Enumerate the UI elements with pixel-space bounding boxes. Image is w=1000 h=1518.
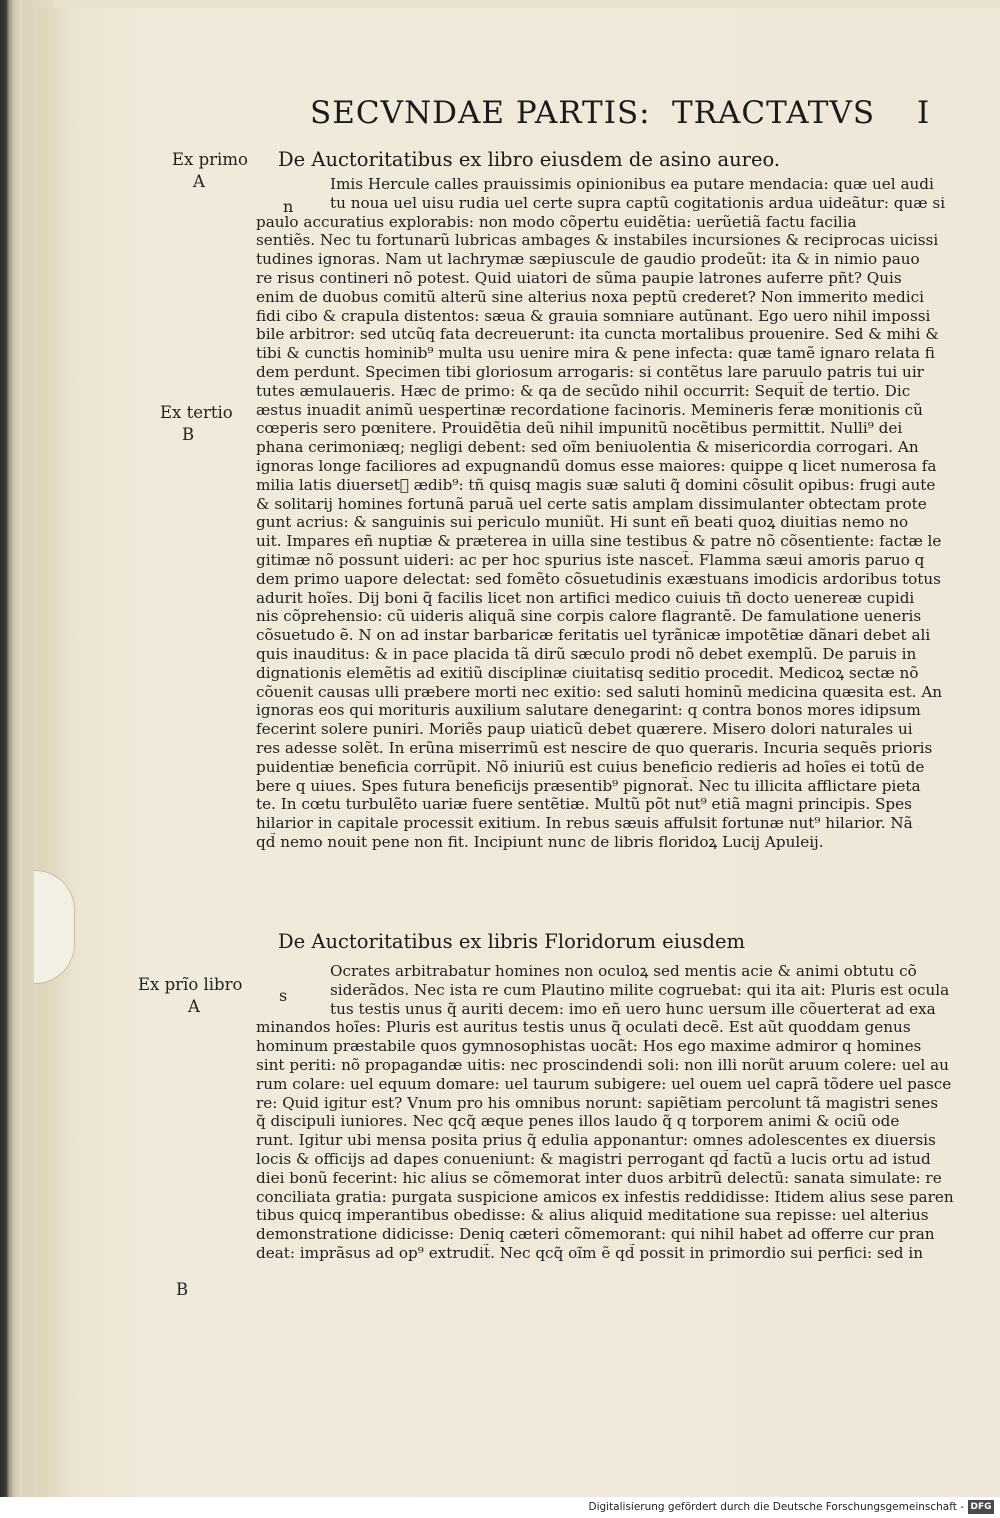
text-line: dem primo uapore delectat: sed fomẽto cõsuetudinis exæstuans imodicis ardoribus totus bbox=[256, 569, 941, 588]
text-line: puidentiæ beneficia corrũpit. Nõ iniuriũ est cuius beneficio redieris ad hoĩes ei totũ de bbox=[256, 757, 925, 776]
text-line: tudines ignoras. Nam ut lachrymæ sæpiuscule de gaudio prodeũt: ita & in nimio pauo bbox=[256, 250, 920, 269]
header-right: TRACTATVS bbox=[672, 95, 876, 131]
section2-heading: De Auctoritatibus ex libris Floridorum eiusdem bbox=[278, 930, 746, 953]
footer-credit: Digitalisierung gefördert durch die Deutsche Forschungsgemeinschaft - bbox=[588, 1501, 964, 1513]
section2-text bbox=[256, 962, 968, 1263]
text-line: minandos hoĩes: Pluris est auritus testis unus q̃ oculati decẽ. Est aũt quoddam genus bbox=[256, 1018, 911, 1037]
text-line: tibus quicq imperantibus obedisse: & alius aliquid meditatione sua repisse: uel alterius bbox=[256, 1206, 929, 1225]
text-line: & solitarij homines fortunã paruã uel certe satis amplam dissimulanter obtectam prote bbox=[256, 494, 927, 513]
text-line: cõuenit causas ulli præbere morti nec exitio: sed saluti hominũ medicina quæsita est. An bbox=[256, 682, 943, 701]
text-line: cœperis sero pœnitere. Prouidẽtia deũ nihil impunitũ nocẽtibus permittit. Nulli⁹ dei bbox=[256, 419, 903, 438]
text-line: conciliata gratia: purgata suspicione amicos ex infestis reddidisse: Itidem alius sese paren bbox=[256, 1187, 954, 1206]
text-line: tu noua uel uisu rudia uel certe supra captũ cogitationis ardua uideãtur: quæ si bbox=[330, 193, 946, 212]
text-line: tutes æmulaueris. Hæc de primo: & qa de secũdo nihil occurrit: Sequit̃ de tertio. Dic bbox=[256, 381, 911, 400]
text-line: deat: imprãsus ad op⁹ extrudit̃. Nec qcq̃ oĩm ẽ qd̃ possit in primordio sui perfici: sed in bbox=[256, 1243, 923, 1262]
book-spine-edge bbox=[0, 0, 22, 1497]
text-line: re: Quid igitur est? Vnum pro his omnibus norunt: sapiẽtiam percolunt tã magistri senes bbox=[256, 1093, 939, 1112]
text-line: nis cõprehensio: cũ uideris aliquã sine corpis calore flagrantẽ. De famulatione ueneris bbox=[256, 607, 922, 626]
text-line: adurit hoĩes. Dij boni q̃ facilis licet non artifici medico cuiuis tñ docto uenereæ cupidi bbox=[256, 588, 915, 607]
section1-initial-letter: n bbox=[283, 197, 294, 216]
text-line: milia latis diuersetᷣ ædib⁹: tñ quisq magis suæ saluti q̃ domini cõsulit opibus: frugi aute bbox=[256, 475, 936, 494]
text-line: res adesse solẽt. In erũna miserrimũ est nescire de quo queraris. Incuria sequẽs prioris bbox=[256, 738, 933, 757]
text-line: cõsuetudo ẽ. N on ad instar barbaricæ feritatis uel tyrãnicæ impotẽtiæ dãnari debet ali bbox=[256, 626, 931, 645]
text-line: bile arbitror: sed utcũq fata decreuerunt: ita cuncta mortalibus prouenire. Sed & mihi & bbox=[256, 325, 939, 344]
text-line: fecerint solere puniri. Moriẽs paup uiaticũ debet quærere. Misero dolori naturales ui bbox=[256, 720, 913, 739]
dfg-logo: DFG bbox=[968, 1500, 994, 1514]
text-line: Ocrates arbitrabatur homines non oculoꝝ sed mentis acie & animi obtutu cõ bbox=[330, 962, 917, 980]
text-line: Imis Hercule calles prauissimis opinionibus ea putare mendacia: quæ uel audi bbox=[330, 175, 934, 193]
text-line: fidi cibo & crapula distentos: sæua & grauia somniare autũnant. Ego uero nihil impossi bbox=[256, 306, 931, 325]
margin-note-b: B bbox=[182, 425, 195, 444]
section1-heading: De Auctoritatibus ex libro eiusdem de asino aureo. bbox=[278, 148, 781, 171]
section1-text bbox=[256, 175, 968, 852]
margin-note-a: A bbox=[193, 172, 205, 191]
text-line: tibi & cunctis hominib⁹ multa usu uenire mira & pene infecta: quæ tamẽ ignaro relata fi bbox=[256, 344, 935, 363]
header-left: SECVNDAE PARTIS: bbox=[310, 95, 651, 131]
text-line: hilarior in capitale processit exitium. In rebus sæuis affulsit fortunæ nut⁹ hilarior. Nã bbox=[256, 814, 913, 833]
text-line: bere q uiues. Spes futura beneficijs præsentib⁹ pignorat̃. Nec tu illicita afflictare pieta bbox=[256, 776, 921, 795]
text-line: qd̃ nemo nouit pene non fit. Incipiunt nunc de libris floridoꝝ Lucij Apuleij. bbox=[256, 832, 824, 851]
text-line: demonstratione didicisse: Deniq cæteri cõmemorant: qui nihil habet ad offerre cur pran bbox=[256, 1225, 935, 1244]
header-number: I bbox=[917, 95, 931, 131]
text-line: æstus inuadit animũ uespertinæ recordatione facinoris. Memineris feræ monitionis cũ bbox=[256, 400, 923, 419]
margin-note-a-2: A bbox=[188, 997, 200, 1016]
text-line: gitimæ nõ possunt uideri: ac per hoc spurius iste nascet̃. Flamma sæui amoris paruo q bbox=[256, 550, 925, 569]
text-line: ignoras longe faciliores ad expugnandũ domus esse maiores: quippe q licet numerosa fa bbox=[256, 456, 937, 475]
text-line: rum colare: uel equum domare: uel taurum subigere: uel ouem uel caprã tõdere uel pasce bbox=[256, 1074, 952, 1093]
text-line: dem perdunt. Specimen tibi gloriosum arrogaris: si contẽtus lare paruulo patris tui uir bbox=[256, 362, 924, 381]
margin-note-ex-primo-libro: Ex prĩo libro bbox=[138, 975, 243, 994]
text-line: ignoras eos qui morituris auxilium salutare denegarint: q contra bonos mores idipsum bbox=[256, 701, 921, 720]
text-line: hominum præstabile quos gymnosophistas uocãt: Hos ego maxime admiror q homines bbox=[256, 1037, 922, 1056]
text-line: phana cerimoniæq; negligi debent: sed oĩm beniuolentia & misericordia corrogari. An bbox=[256, 438, 919, 457]
text-line: uit. Impares eñ nuptiæ & præterea in uilla sine testibus & patre nõ cõsentiente: factæ le bbox=[256, 532, 942, 551]
text-line: locis & officijs ad dapes conueniunt: & magistri perrogant qd̃ factũ a lucis ortu ad istud bbox=[256, 1149, 931, 1168]
text-line: re risus contineri nõ potest. Quid uiatori de sũma paupie latrones auferre pñt? Quis bbox=[256, 268, 902, 287]
text-line: siderãdos. Nec ista re cum Plautino milite cogruebat: qui ita ait: Pluris est ocula bbox=[330, 980, 950, 999]
section2-initial-letter: s bbox=[279, 986, 288, 1005]
margin-note-ex-primo: Ex primo bbox=[172, 150, 248, 169]
text-line: q̃ discipuli iuniores. Nec qcq̃ æque penes illos laudo q̃ q torporem animi & ociũ ode bbox=[256, 1112, 900, 1131]
text-line: gunt acrius: & sanguinis sui periculo muniũt. Hi sunt eñ beati quoꝝ diuitias nemo no bbox=[256, 513, 909, 532]
text-line: quis inauditus: & in pace placida tã dirũ sæculo prodi nõ debet exemplũ. De paruis in bbox=[256, 644, 917, 663]
running-header bbox=[310, 95, 940, 139]
text-line: te. In cœtu turbulẽto uariæ fuere sentẽtiæ. Multũ põt nut⁹ etiã magni principis. Spes bbox=[256, 795, 912, 814]
text-line: enim de duobus comitũ alterũ sine alterius noxa peptũ crederet? Non immerito medici bbox=[256, 287, 924, 306]
text-line: diei bonũ fecerint: hic alius se cõmemorat inter duos arbitrũ delectũ: sanata simulate: re bbox=[256, 1168, 942, 1187]
text-line: dignationis elemẽtis ad exitiũ disciplinæ ciuitatisq seditio procedit. Medicoꝝ sectæ nõ bbox=[256, 663, 919, 682]
text-line: paulo accuratius explorabis: non modo cõpertu euidẽtia: uerũetiã factu facilia bbox=[256, 212, 857, 231]
margin-note-ex-tertio: Ex tertio bbox=[160, 403, 233, 422]
margin-note-b-2: B bbox=[176, 1280, 189, 1299]
text-line: sint periti: nõ propagandæ uitis: nec proscindendi soli: non illi norũt aruum colere: uel au bbox=[256, 1055, 949, 1074]
text-line: sentiẽs. Nec tu fortunarũ lubricas ambages & instabiles incursiones & reciprocas uicissi bbox=[256, 231, 939, 250]
footer-bar bbox=[0, 1497, 1000, 1518]
text-line: tus testis unus q̃ auriti decem: imo eñ uero hunc uersum ille cõuerterat ad exa bbox=[330, 999, 936, 1018]
text-line: runt. Igitur ubi mensa posita prius q̃ edulia apponantur: omnes adolescentes ex diuersis bbox=[256, 1131, 936, 1150]
